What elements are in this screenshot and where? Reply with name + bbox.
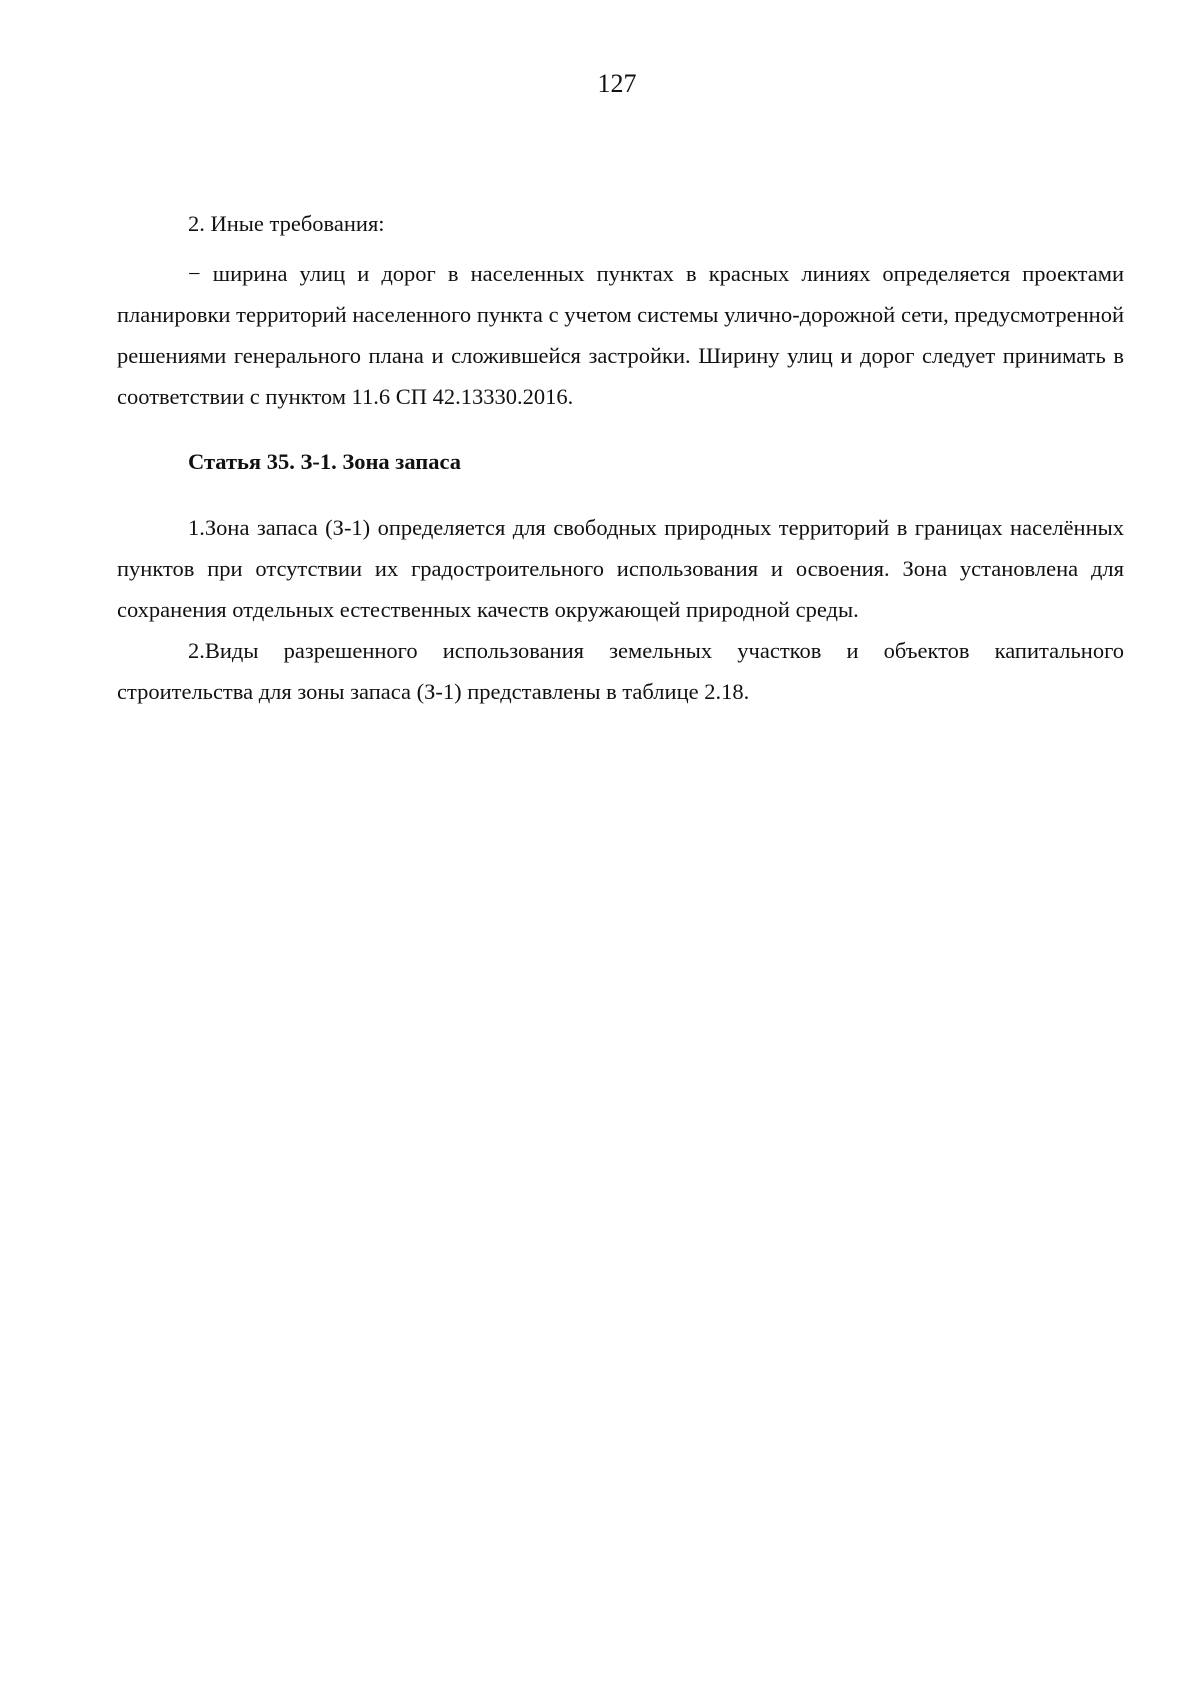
streets-width-paragraph: − ширина улиц и дорог в населенных пунктах в красных линиях определяется проектами планировки территорий населенного пункта с учетом системы улично-дорожной сети, предусмотренной решениями генерального плана и сложившейся застройки. Ширину улиц и дорог следует принимать в соответствии с пунктом 11.6 СП 42.13330.2016. (117, 261, 1124, 409)
page-number: 127 (597, 69, 637, 98)
zone-definition-paragraph: 1.Зона запаса (З-1) определяется для свободных природных территорий в границах населённых пунктов при отсутствии их градостроительного использования и освоения. Зона установлена для сохранения отдельных естественных качеств окружающей природной среды. (117, 515, 1124, 622)
page-body (117, 200, 1124, 712)
article-heading: Статья 35. З-1. Зона запаса (188, 449, 461, 474)
zone-uses-paragraph: 2.Виды разрешенного использования земельных участков и объектов капитального строительства для зоны запаса (З-1) представлены в таблице 2.18. (117, 638, 1124, 704)
other-requirements-heading: 2. Иные требования: (188, 211, 385, 236)
